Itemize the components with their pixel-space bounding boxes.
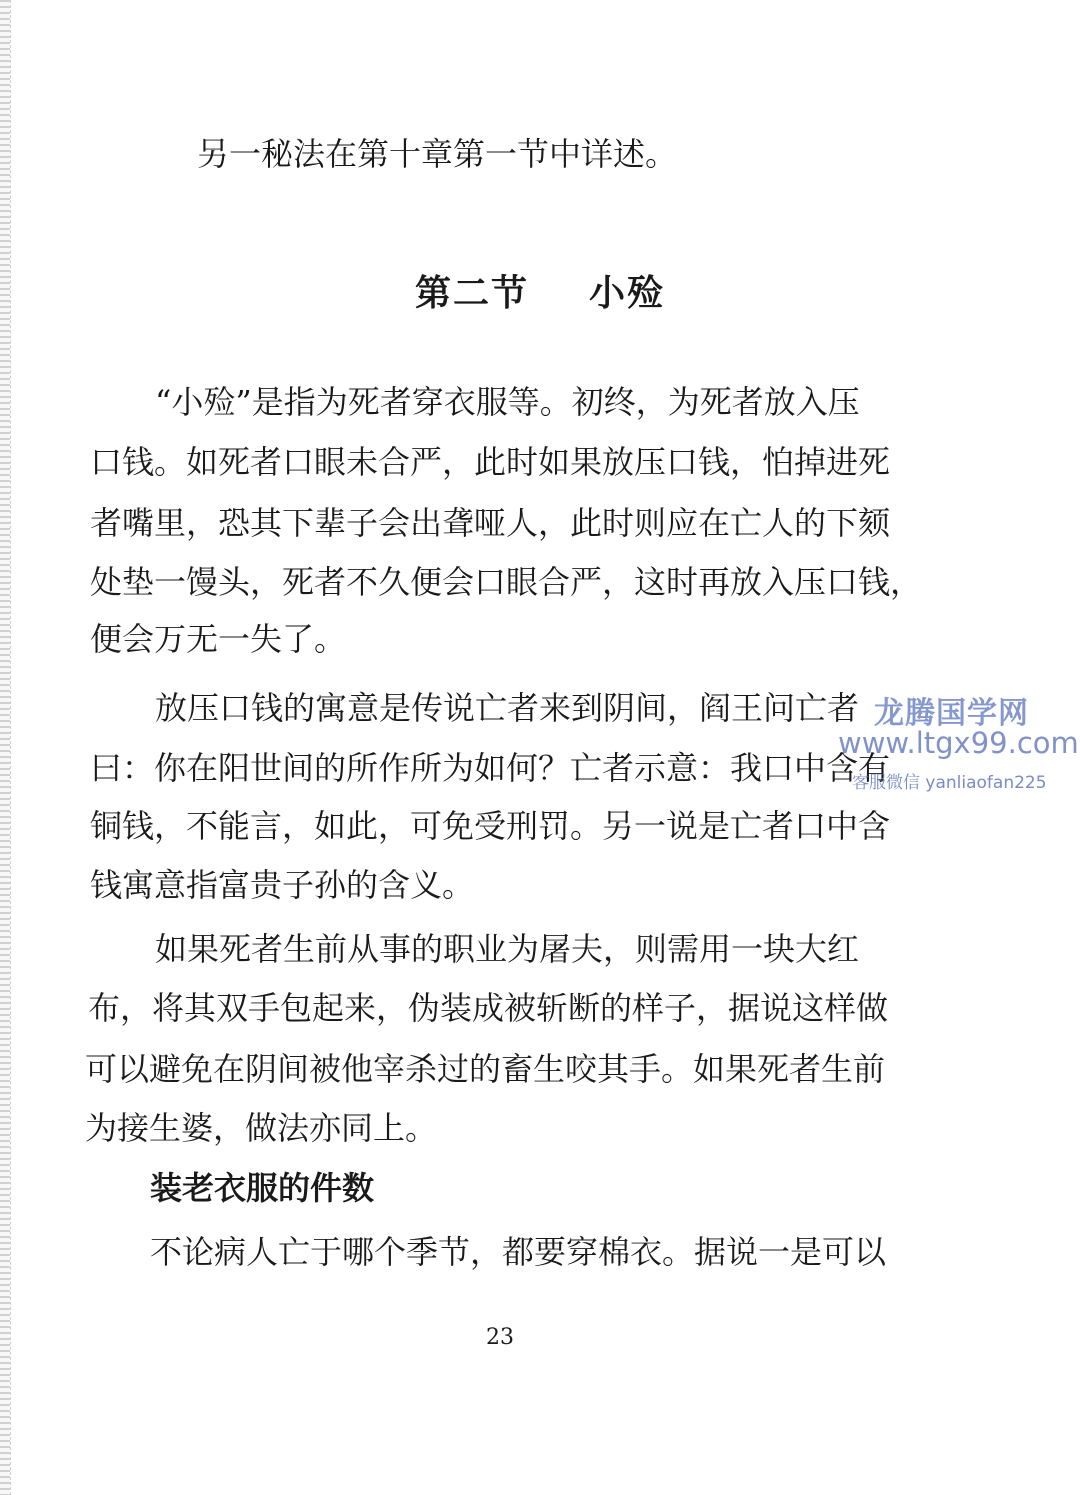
last-line: 不论病人亡于哪个季节，都要穿棉衣。据说一是可以	[150, 1233, 887, 1271]
binding-edge-line	[10, 0, 15, 1495]
paragraph-1-line-3: 者嘴里，恐其下辈子会出聋哑人，此时则应在亡人的下颏	[90, 504, 891, 542]
intro-line: 另一秘法在第十章第一节中详述。	[197, 135, 678, 173]
binding-edge	[0, 0, 10, 1495]
paragraph-3-line-1: 如果死者生前从事的职业为屠夫，则需用一块大红	[155, 930, 860, 968]
section-number: 第二节	[414, 272, 529, 314]
section-title: 小殓	[589, 272, 666, 314]
watermark-url: www.ltgx99.com	[838, 726, 1079, 760]
paragraph-3-line-2: 布，将其双手包起来，伪装成被斩断的样子，据说这样做	[88, 989, 889, 1027]
paragraph-3-line-4: 为接生婆，做法亦同上。	[85, 1109, 438, 1147]
page-number: 23	[486, 1325, 514, 1350]
section-heading	[0, 265, 1080, 316]
paragraph-2-line-3: 铜钱，不能言，如此，可免受刑罚。另一说是亡者口中含	[90, 807, 891, 845]
paragraph-1-line-5: 便会万无一失了。	[90, 620, 347, 658]
paragraph-2-line-4: 钱寓意指富贵子孙的含义。	[90, 866, 475, 904]
paragraph-3-line-3: 可以避免在阴间被他宰杀过的畜生咬其手。如果死者生前	[85, 1050, 886, 1088]
paragraph-1-line-4: 处垫一馒头，死者不久便会口眼合严，这时再放入压口钱，	[90, 563, 923, 601]
subheading: 装老衣服的件数	[150, 1169, 375, 1207]
watermark-title: 龙腾国学网	[874, 696, 1029, 731]
paragraph-2-line-2: 曰：你在阳世间的所作所为如何？亡者示意：我口中含有	[90, 749, 891, 787]
paragraph-1-line-1: “小殓”是指为死者穿衣服等。初终，为死者放入压	[155, 383, 860, 421]
paragraph-1-line-2: 口钱。如死者口眼未合严，此时如果放压口钱，怕掉进死	[90, 443, 891, 481]
watermark-contact: 客服微信 yanliaofan225	[852, 773, 1047, 793]
paragraph-2-line-1: 放压口钱的寓意是传说亡者来到阴间，阎王问亡者	[155, 689, 860, 727]
